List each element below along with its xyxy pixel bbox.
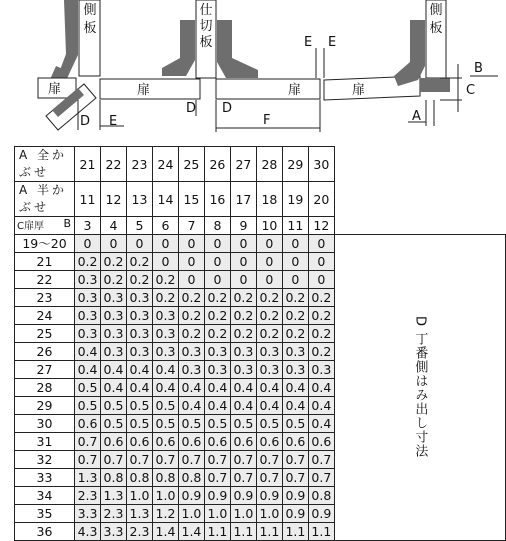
full-cover-value: 21 [75, 147, 101, 182]
overhang-value: 1.1 [308, 523, 334, 541]
overhang-value: 0.9 [282, 487, 308, 505]
center-door [216, 79, 320, 99]
overhang-value: 1.3 [126, 505, 152, 523]
overhang-value: 0.5 [256, 415, 282, 433]
overhang-value: 0.4 [101, 361, 127, 379]
left-door-label: 扉 [137, 83, 151, 98]
overhang-value: 2.3 [126, 523, 152, 541]
overhang-value: 0.3 [308, 361, 334, 379]
overhang-value: 0.2 [126, 253, 152, 271]
right-door-closed [420, 78, 450, 92]
overhang-value: 0.6 [282, 433, 308, 451]
overhang-value: 0.4 [308, 397, 334, 415]
overhang-value: 4.3 [75, 523, 101, 541]
overhang-value: 0.3 [75, 307, 101, 325]
b-value: 3 [75, 217, 101, 235]
overhang-value: 0 [282, 253, 308, 271]
overhang-value: 1.1 [204, 523, 230, 541]
overhang-value: 0.4 [178, 397, 204, 415]
overhang-value: 0.3 [101, 343, 127, 361]
overhang-table-body [15, 147, 506, 541]
door-thickness-cell: 26 [15, 343, 75, 361]
b-value: 10 [256, 217, 282, 235]
overhang-value: 0.6 [230, 433, 256, 451]
overhang-value: 0 [126, 235, 152, 253]
overhang-value: 0.5 [282, 415, 308, 433]
door-thickness-cell: 33 [15, 469, 75, 487]
row-b-values [15, 217, 506, 235]
dim-d-left: D [80, 114, 91, 129]
overhang-value: 1.4 [152, 523, 178, 541]
left-side-board-label-1: 側 [83, 3, 97, 18]
overhang-value: 0 [308, 253, 334, 271]
overhang-value: 0.4 [152, 379, 178, 397]
overhang-value: 0.7 [178, 451, 204, 469]
overhang-value: 0.7 [282, 451, 308, 469]
overhang-value: 0 [282, 271, 308, 289]
overhang-value: 0.6 [75, 415, 101, 433]
overhang-value: 0.8 [152, 469, 178, 487]
overhang-value: 0.3 [152, 325, 178, 343]
half-cover-value: 15 [178, 182, 204, 217]
side-label: D 丁番側はみ出し寸法 [412, 316, 428, 459]
overhang-value: 0 [152, 253, 178, 271]
door-thickness-cell: 36 [15, 523, 75, 541]
half-cover-value: 20 [308, 182, 334, 217]
overhang-value: 1.2 [152, 505, 178, 523]
overhang-value: 0.4 [256, 379, 282, 397]
overhang-value: 0.7 [75, 451, 101, 469]
overhang-value: 0.3 [230, 361, 256, 379]
overhang-value: 0.6 [101, 433, 127, 451]
overhang-value: 1.0 [152, 487, 178, 505]
half-cover-value: 17 [230, 182, 256, 217]
overhang-value: 0.3 [282, 343, 308, 361]
overhang-value: 3.3 [101, 523, 127, 541]
overhang-value: 0.9 [178, 487, 204, 505]
dim-d-center: D [186, 101, 197, 116]
b-value: 12 [308, 217, 334, 235]
half-cover-value: 18 [256, 182, 282, 217]
full-cover-value: 22 [101, 147, 127, 182]
overhang-value: 0.5 [101, 397, 127, 415]
overhang-value: 0.5 [178, 415, 204, 433]
b-value: 11 [282, 217, 308, 235]
overhang-value: 1.4 [178, 523, 204, 541]
overhang-value: 1.1 [230, 523, 256, 541]
right-side-board-label-1: 側 [429, 3, 443, 18]
overhang-value: 0 [178, 253, 204, 271]
overhang-value: 0 [230, 271, 256, 289]
door-thickness-cell: 25 [15, 325, 75, 343]
overhang-value: 0 [256, 253, 282, 271]
dim-e-center: E [304, 35, 313, 50]
b-value: 4 [101, 217, 127, 235]
full-cover-value: 25 [178, 147, 204, 182]
door-thickness-cell: 21 [15, 253, 75, 271]
dim-b: B [474, 61, 483, 76]
right-side-board-label-2: 板 [429, 21, 443, 36]
overhang-value: 2.3 [75, 487, 101, 505]
overhang-value: 0.3 [256, 361, 282, 379]
overhang-value: 1.0 [204, 505, 230, 523]
half-cover-value: 12 [101, 182, 127, 217]
overhang-value: 0.3 [126, 343, 152, 361]
dim-f: F [263, 113, 271, 128]
b-value: 7 [178, 217, 204, 235]
overhang-value: 1.1 [282, 523, 308, 541]
door-thickness-cell: 35 [15, 505, 75, 523]
overhang-value: 0.2 [178, 289, 204, 307]
overhang-value: 0.2 [204, 307, 230, 325]
full-cover-value: 24 [152, 147, 178, 182]
overhang-value: 0.3 [126, 289, 152, 307]
overhang-value: 0.2 [152, 271, 178, 289]
overhang-value: 0.2 [152, 289, 178, 307]
door-thickness-cell: 31 [15, 433, 75, 451]
full-cover-value: 28 [256, 147, 282, 182]
b-value: 9 [230, 217, 256, 235]
overhang-value: 2.3 [101, 505, 127, 523]
partition-label-3: 板 [199, 35, 213, 50]
dim-d-center-2: D [222, 101, 233, 116]
overhang-value: 0.3 [204, 361, 230, 379]
overhang-value: 0.2 [230, 289, 256, 307]
overhang-value: 0.5 [126, 415, 152, 433]
overhang-value: 0.7 [204, 451, 230, 469]
overhang-value: 0.5 [230, 415, 256, 433]
overhang-value: 0.3 [75, 271, 101, 289]
row-full-cover [15, 147, 506, 182]
overhang-value: 0.3 [282, 361, 308, 379]
door-thickness-cell: 27 [15, 361, 75, 379]
overhang-value: 0.2 [282, 307, 308, 325]
overhang-value: 0.2 [230, 307, 256, 325]
door-thickness-cell: 30 [15, 415, 75, 433]
overhang-value: 0.2 [256, 325, 282, 343]
overhang-value: 0 [204, 235, 230, 253]
overhang-value: 0.4 [152, 361, 178, 379]
overhang-value: 0.7 [230, 451, 256, 469]
overhang-value: 0.4 [230, 379, 256, 397]
overhang-value: 0.8 [126, 469, 152, 487]
overhang-value: 0.4 [204, 397, 230, 415]
overhang-value: 0.4 [126, 379, 152, 397]
overhang-value: 0.5 [152, 397, 178, 415]
full-cover-value: 27 [230, 147, 256, 182]
overhang-value: 0.2 [126, 271, 152, 289]
overhang-value: 0.4 [75, 361, 101, 379]
center-hinge-right [217, 20, 258, 78]
door-thickness-cell: 24 [15, 307, 75, 325]
center-hinge-left [162, 20, 195, 76]
half-cover-value: 11 [75, 182, 101, 217]
overhang-value: 0.4 [308, 379, 334, 397]
left-hinge [60, 0, 78, 72]
overhang-value: 0 [256, 235, 282, 253]
door-thickness-cell: 34 [15, 487, 75, 505]
table-row [15, 235, 506, 253]
overhang-value: 0.2 [256, 307, 282, 325]
overhang-value: 0.7 [230, 469, 256, 487]
overhang-value: 0 [204, 271, 230, 289]
left-door-closed-label: 扉 [48, 82, 62, 97]
overhang-value: 0.4 [308, 415, 334, 433]
overhang-value: 0.3 [101, 325, 127, 343]
overhang-value: 0.2 [178, 325, 204, 343]
overhang-value: 0 [256, 271, 282, 289]
right-door-label: 扉 [352, 83, 366, 98]
overhang-value: 0.2 [75, 253, 101, 271]
overhang-value: 0 [308, 271, 334, 289]
overhang-value: 0.3 [75, 289, 101, 307]
overhang-value: 0.2 [282, 289, 308, 307]
b-value: 8 [204, 217, 230, 235]
overhang-value: 0.7 [256, 451, 282, 469]
header-b-label: B [63, 217, 72, 230]
overhang-value: 0.3 [101, 307, 127, 325]
overhang-value: 0.2 [308, 307, 334, 325]
overhang-value: 0.7 [282, 469, 308, 487]
overhang-value: 0 [178, 271, 204, 289]
overhang-value: 0.7 [126, 451, 152, 469]
partition-label-2: 切 [199, 19, 213, 34]
overhang-value: 3.3 [75, 505, 101, 523]
overhang-value: 0.9 [308, 505, 334, 523]
header-c-label: C扉厚 [17, 221, 44, 232]
overhang-value: 0.2 [282, 325, 308, 343]
overhang-value: 0.4 [75, 343, 101, 361]
overhang-value: 0.6 [126, 433, 152, 451]
overhang-value: 0.5 [152, 415, 178, 433]
overhang-value: 0.7 [101, 451, 127, 469]
overhang-value: 1.3 [75, 469, 101, 487]
full-cover-value: 26 [204, 147, 230, 182]
hinge-diagram [0, 0, 506, 140]
overhang-value: 1.0 [256, 505, 282, 523]
overhang-value: 0 [101, 235, 127, 253]
overhang-value: 0 [178, 235, 204, 253]
half-cover-value: 16 [204, 182, 230, 217]
b-value: 5 [126, 217, 152, 235]
overhang-table [14, 146, 506, 541]
overhang-value: 0.6 [204, 433, 230, 451]
overhang-value: 0.6 [178, 433, 204, 451]
door-thickness-cell: 23 [15, 289, 75, 307]
overhang-value: 0.3 [256, 343, 282, 361]
door-thickness-cell: 22 [15, 271, 75, 289]
overhang-value: 0.5 [101, 415, 127, 433]
overhang-value: 0.7 [308, 451, 334, 469]
overhang-value: 0.4 [230, 397, 256, 415]
door-thickness-cell: 19〜20 [15, 235, 75, 253]
overhang-value: 0.7 [256, 469, 282, 487]
overhang-value: 0.7 [152, 451, 178, 469]
full-cover-value: 29 [282, 147, 308, 182]
half-cover-value: 19 [282, 182, 308, 217]
overhang-value: 0.6 [256, 433, 282, 451]
overhang-value: 0.3 [230, 343, 256, 361]
center-door-label: 扉 [288, 83, 302, 98]
overhang-value: 0.5 [75, 397, 101, 415]
overhang-value: 0.3 [152, 307, 178, 325]
overhang-value: 0.2 [204, 289, 230, 307]
overhang-value: 0.3 [101, 289, 127, 307]
overhang-value: 0.9 [204, 487, 230, 505]
overhang-value: 0.3 [126, 307, 152, 325]
overhang-value: 0.8 [178, 469, 204, 487]
row-label-half-cover: A 半かぶせ [15, 182, 75, 217]
overhang-value: 0 [308, 235, 334, 253]
door-thickness-cell: 29 [15, 397, 75, 415]
overhang-value: 0.2 [178, 307, 204, 325]
overhang-value: 1.0 [178, 505, 204, 523]
overhang-value: 0.2 [101, 253, 127, 271]
overhang-value: 1.0 [230, 505, 256, 523]
overhang-value: 0.3 [204, 343, 230, 361]
half-cover-value: 14 [152, 182, 178, 217]
overhang-value: 0 [230, 253, 256, 271]
corner-header [15, 217, 75, 235]
overhang-value: 0.3 [178, 361, 204, 379]
overhang-value: 0 [75, 235, 101, 253]
overhang-value: 0.6 [308, 433, 334, 451]
overhang-value: 0.7 [75, 433, 101, 451]
dim-e-left: E [109, 114, 118, 129]
overhang-value: 0 [282, 235, 308, 253]
side-label-cell [334, 235, 505, 541]
left-side-board-label-2: 板 [83, 21, 97, 36]
overhang-value: 0 [204, 253, 230, 271]
overhang-value: 0 [152, 235, 178, 253]
overhang-value: 0.3 [75, 325, 101, 343]
overhang-value: 1.1 [256, 523, 282, 541]
overhang-value: 0.3 [126, 325, 152, 343]
overhang-value: 0.7 [308, 469, 334, 487]
overhang-value: 0.3 [152, 343, 178, 361]
full-cover-value: 23 [126, 147, 152, 182]
overhang-value: 0.2 [256, 289, 282, 307]
overhang-value: 0.5 [204, 415, 230, 433]
overhang-value: 0.4 [256, 397, 282, 415]
overhang-value: 0.2 [204, 325, 230, 343]
overhang-value: 0.5 [75, 379, 101, 397]
overhang-value: 0 [230, 235, 256, 253]
overhang-value: 0.4 [282, 379, 308, 397]
full-cover-value: 30 [308, 147, 334, 182]
dim-a: A [412, 109, 421, 124]
overhang-value: 0.3 [178, 343, 204, 361]
door-thickness-cell: 28 [15, 379, 75, 397]
overhang-value: 0.4 [204, 379, 230, 397]
half-cover-value: 13 [126, 182, 152, 217]
dim-e-center-2: E [328, 35, 337, 50]
overhang-value: 0.2 [308, 343, 334, 361]
overhang-value: 0.8 [308, 487, 334, 505]
partition-label-1: 仕 [199, 3, 213, 18]
overhang-value: 1.3 [101, 487, 127, 505]
dim-c: C [466, 83, 476, 98]
overhang-value: 0.4 [101, 379, 127, 397]
overhang-value: 0.7 [204, 469, 230, 487]
overhang-value: 0.2 [308, 325, 334, 343]
overhang-value: 0.4 [126, 361, 152, 379]
row-half-cover [15, 182, 506, 217]
overhang-value: 0.4 [282, 397, 308, 415]
overhang-value: 0.4 [178, 379, 204, 397]
overhang-value: 0.5 [126, 397, 152, 415]
overhang-value: 0.2 [101, 271, 127, 289]
overhang-value: 0.2 [230, 325, 256, 343]
overhang-value: 0.9 [230, 487, 256, 505]
overhang-value: 0.8 [101, 469, 127, 487]
overhang-value: 0.2 [308, 289, 334, 307]
overhang-value: 0.6 [152, 433, 178, 451]
door-thickness-cell: 32 [15, 451, 75, 469]
overhang-value: 1.0 [126, 487, 152, 505]
overhang-value: 0.9 [256, 487, 282, 505]
overhang-value: 0.9 [282, 505, 308, 523]
b-value: 6 [152, 217, 178, 235]
row-label-full-cover: A 全かぶせ [15, 147, 75, 182]
